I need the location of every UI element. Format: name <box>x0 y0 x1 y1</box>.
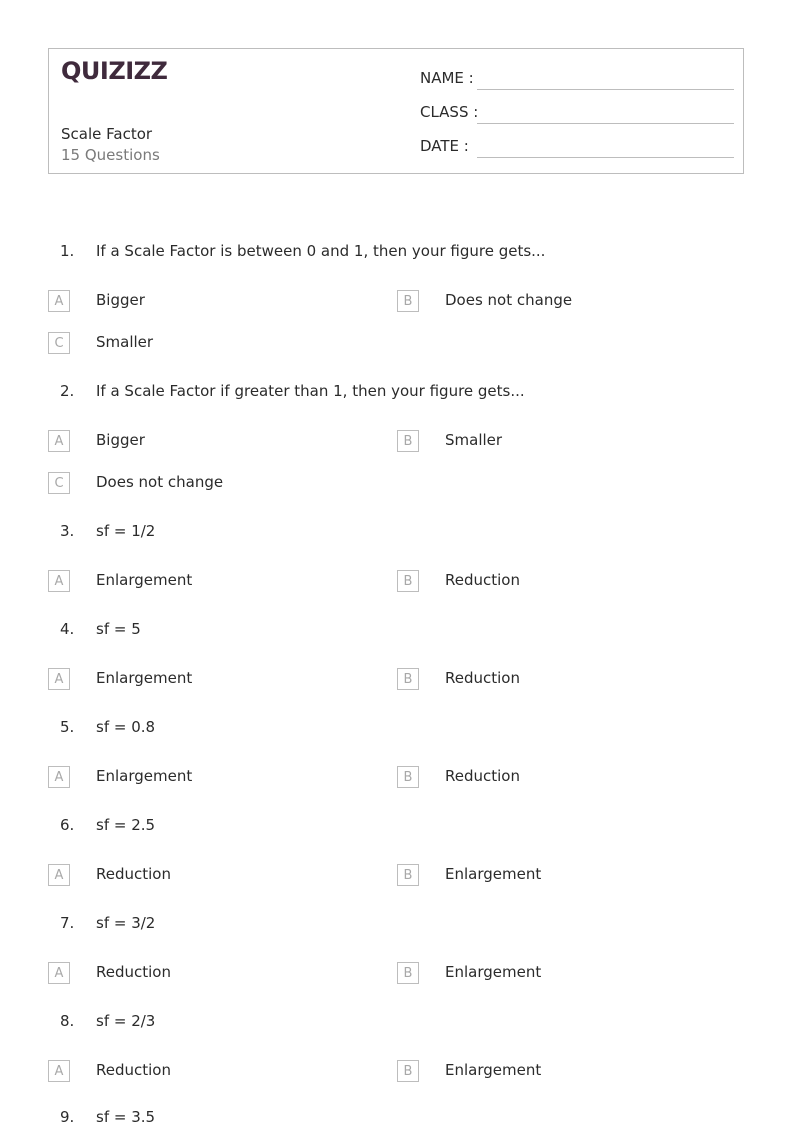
option-text: Enlargement <box>96 767 193 785</box>
option-box-b[interactable]: B <box>397 1060 419 1082</box>
option-box-b[interactable]: B <box>397 668 419 690</box>
option-box-a[interactable]: A <box>48 962 70 984</box>
question-text: sf = 0.8 <box>96 718 156 736</box>
question-number: 7. <box>60 914 75 932</box>
question-number: 2. <box>60 382 75 400</box>
name-line <box>477 89 734 90</box>
option-text: Does not change <box>445 291 573 309</box>
option-text: Smaller <box>445 431 503 449</box>
option-text: Bigger <box>96 431 145 449</box>
option-text: Reduction <box>445 571 520 589</box>
question-text: sf = 2/3 <box>96 1012 156 1030</box>
worksheet-title: Scale Factor <box>61 125 153 143</box>
option-text: Reduction <box>96 865 171 883</box>
option-text: Bigger <box>96 291 145 309</box>
option-box-c[interactable]: C <box>48 472 70 494</box>
option-box-b[interactable]: B <box>397 962 419 984</box>
option-text: Reduction <box>96 963 171 981</box>
option-text: Reduction <box>445 767 520 785</box>
question-number: 1. <box>60 242 75 260</box>
option-box-a[interactable]: A <box>48 290 70 312</box>
question-count: 15 Questions <box>61 146 160 164</box>
question-number: 5. <box>60 718 75 736</box>
option-box-a[interactable]: A <box>48 430 70 452</box>
option-text: Reduction <box>96 1061 171 1079</box>
class-label: CLASS : <box>420 103 479 121</box>
question-number: 9. <box>60 1108 75 1126</box>
option-box-b[interactable]: B <box>397 430 419 452</box>
option-text: Enlargement <box>445 865 542 883</box>
option-box-a[interactable]: A <box>48 864 70 886</box>
date-label: DATE : <box>420 137 469 155</box>
option-text: Smaller <box>96 333 154 351</box>
option-text: Reduction <box>445 669 520 687</box>
date-line <box>477 157 734 158</box>
option-box-b[interactable]: B <box>397 570 419 592</box>
worksheet-header <box>48 48 744 174</box>
option-text: Does not change <box>96 473 224 491</box>
question-text: sf = 2.5 <box>96 816 156 834</box>
question-text: sf = 5 <box>96 620 141 638</box>
date-field[interactable] <box>420 137 734 159</box>
option-text: Enlargement <box>445 1061 542 1079</box>
class-line <box>477 123 734 124</box>
question-number: 4. <box>60 620 75 638</box>
question-text: sf = 3/2 <box>96 914 156 932</box>
question-text: sf = 3.5 <box>96 1108 156 1126</box>
option-box-a[interactable]: A <box>48 766 70 788</box>
option-box-c[interactable]: C <box>48 332 70 354</box>
option-box-b[interactable]: B <box>397 864 419 886</box>
option-box-b[interactable]: B <box>397 290 419 312</box>
question-number: 3. <box>60 522 75 540</box>
option-box-a[interactable]: A <box>48 1060 70 1082</box>
option-box-a[interactable]: A <box>48 668 70 690</box>
question-number: 6. <box>60 816 75 834</box>
question-text: sf = 1/2 <box>96 522 156 540</box>
class-field[interactable] <box>420 103 734 125</box>
question-text: If a Scale Factor is between 0 and 1, then your figure gets... <box>96 242 546 260</box>
question-number: 8. <box>60 1012 75 1030</box>
name-field[interactable] <box>420 69 734 91</box>
option-text: Enlargement <box>96 669 193 687</box>
question-text: If a Scale Factor if greater than 1, then your figure gets... <box>96 382 525 400</box>
name-label: NAME : <box>420 69 474 87</box>
quizizz-logo: QUIZIZZ <box>61 57 168 85</box>
option-box-a[interactable]: A <box>48 570 70 592</box>
option-text: Enlargement <box>96 571 193 589</box>
option-box-b[interactable]: B <box>397 766 419 788</box>
option-text: Enlargement <box>445 963 542 981</box>
